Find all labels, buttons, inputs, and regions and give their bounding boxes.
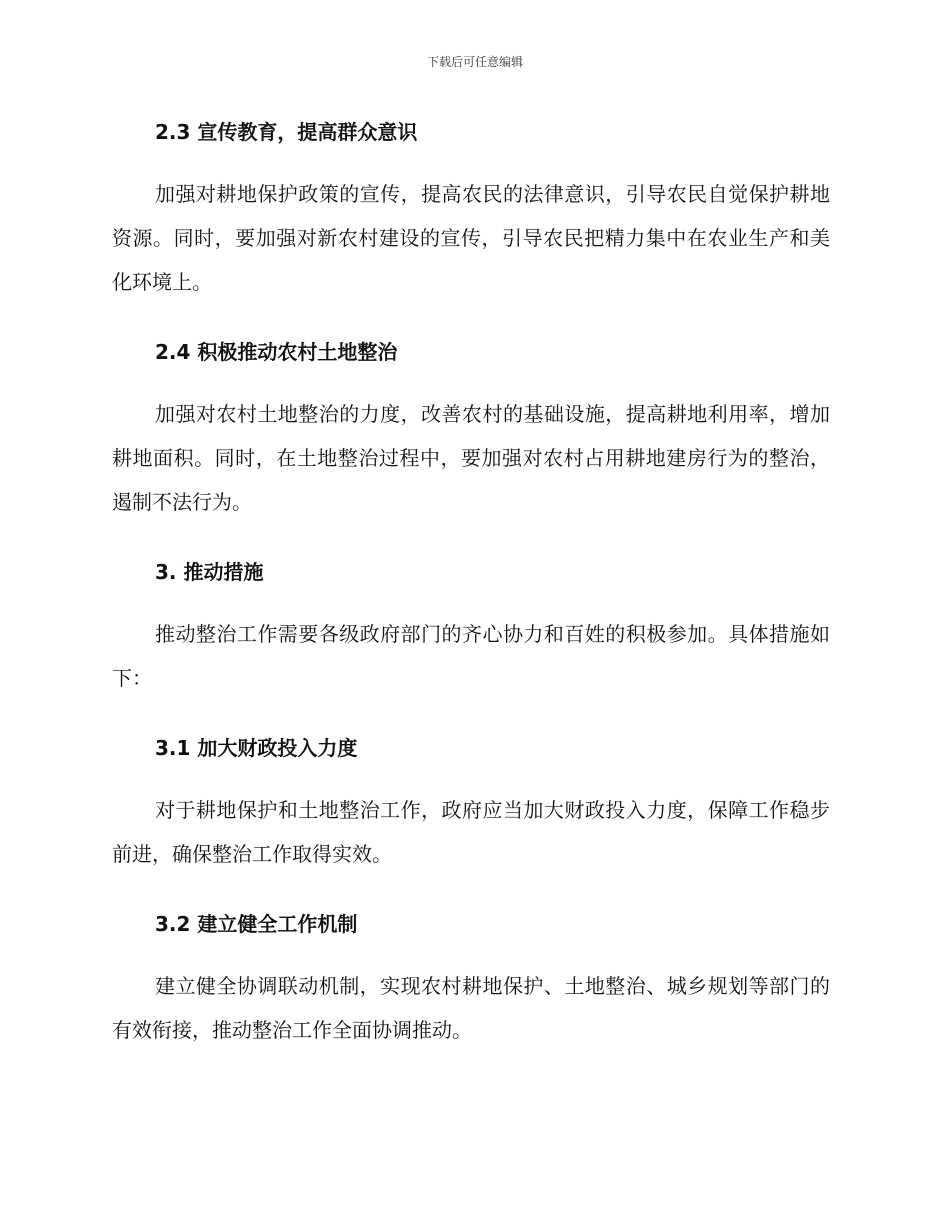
section-paragraph: 推动整治工作需要各级政府部门的齐心协力和百姓的积极参加。具体措施如下： — [112, 622, 830, 690]
section-heading: 3.2 建立健全工作机制 — [155, 912, 358, 936]
document-body — [112, 112, 830, 1052]
section-paragraph: 加强对农村土地整治的力度，改善农村的基础设施，提高耕地利用率，增加耕地面积。同时，在土地整治过程中，要加强对农村占用耕地建房行为的整治，遏制不法行为。 — [112, 402, 830, 514]
section-heading: 2.3 宣传教育，提高群众意识 — [155, 120, 418, 144]
section-heading: 2.4 积极推动农村土地整治 — [155, 340, 398, 364]
section-heading: 3. 推动措施 — [155, 560, 264, 584]
page-header: 下载后可任意编辑 — [426, 55, 523, 69]
section-paragraph: 对于耕地保护和土地整治工作，政府应当加大财政投入力度，保障工作稳步前进，确保整治工作取得实效。 — [112, 798, 830, 866]
section-heading: 3.1 加大财政投入力度 — [155, 736, 358, 760]
section-paragraph: 加强对耕地保护政策的宣传，提高农民的法律意识，引导农民自觉保护耕地资源。同时，要加强对新农村建设的宣传，引导农民把精力集中在农业生产和美化环境上。 — [112, 182, 830, 294]
section-paragraph: 建立健全协调联动机制，实现农村耕地保护、土地整治、城乡规划等部门的有效衔接，推动整治工作全面协调推动。 — [112, 974, 830, 1042]
